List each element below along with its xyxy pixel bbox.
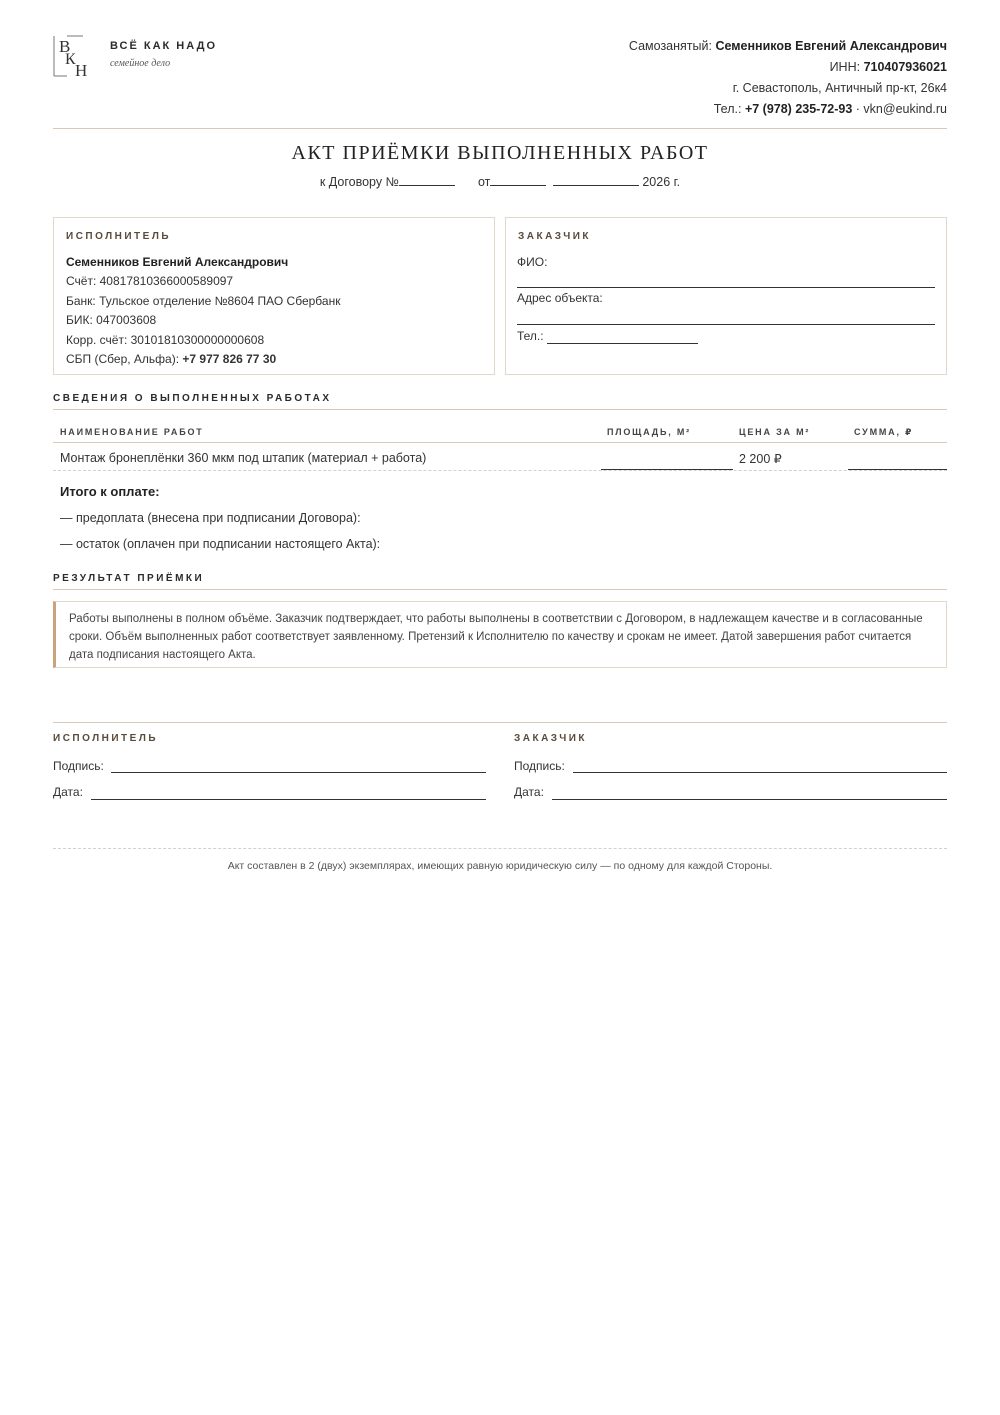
address-line: г. Севастополь, Античный пр-кт, 26к4 [732,81,947,95]
sign-executor-label: ИСПОЛНИТЕЛЬ [53,733,159,744]
date-prefix: от [477,175,491,189]
executor-sign-label: Подпись: [53,759,104,773]
total-remainder: — остаток (оплачен при подписании настоящего Акта): [60,537,381,551]
executor-signature-field[interactable] [111,772,486,773]
tel-label: Тел.: [713,102,742,116]
sbp-value: +7 977 826 77 30 [182,352,277,367]
executor-bank: Банк: Тульское отделение №8604 ПАО Сбербанк [66,293,341,308]
result-text: Работы выполнены в полном объёме. Заказчик подтверждает, что работы выполнены в соответствии с Договором, в надлежащем качестве и в согласованные сроки. Объём выполненных работ соответствует заявленному. Претензий к Исполнителю по качеству и срокам не имеет. Датой завершения работ считается дата подписания настоящего Акта. [53,601,947,668]
footer-note: Акт составлен в 2 (двух) экземплярах, имеющих равную юридическую силу — по одному для каждой Стороны. [227,860,773,872]
date-month-blank[interactable] [553,174,639,186]
inn-label: ИНН: [829,60,861,74]
svg-text:В: В [59,37,71,56]
brand-subtitle: семейное дело [110,58,171,69]
year-suffix: 2026 г. [642,175,681,189]
work-row-price: 2 200 ₽ [739,452,782,466]
monogram-logo-icon [53,32,93,78]
works-section-title: СВЕДЕНИЯ О ВЫПОЛНЕННЫХ РАБОТАХ [53,393,332,404]
customer-box [505,217,947,375]
contract-number-blank[interactable] [399,174,455,186]
inn-value: 710407936021 [863,60,947,74]
header-divider [53,128,947,129]
contract-reference [53,174,947,189]
self-employed-name: Семенников Евгений Александрович [715,39,947,53]
result-section-title: РЕЗУЛЬТАТ ПРИЁМКИ [53,573,205,584]
inn-line [629,57,947,78]
result-section-rule [53,589,947,590]
col-header-area: ПЛОЩАДЬ, М² [607,427,691,437]
work-row-name: Монтаж бронеплёнки 360 мкм под штапик (материал + работа) [60,451,427,465]
customer-tel-label: Тел.: [517,329,544,343]
table-row-rule [53,470,947,471]
executor-account: Счёт: 40817810366000589097 [66,274,234,289]
col-header-price: ЦЕНА ЗА М² [739,427,811,437]
total-prepayment: — предоплата (внесена при подписании Договора): [60,511,361,525]
contract-prefix: к Договору № [319,175,399,189]
works-section-rule [53,409,947,410]
email-link[interactable]: · vkn@eukind.ru [855,102,947,116]
svg-text:К: К [65,51,76,68]
customer-tel-field[interactable] [547,343,698,344]
customer-address-label: Адрес объекта: [517,291,603,305]
executor-contacts [629,36,947,120]
customer-address-field[interactable] [517,324,935,325]
executor-corr-account: Корр. счёт: 30101810300000000608 [66,332,265,347]
document-title: АКТ ПРИЁМКИ ВЫПОЛНЕННЫХ РАБОТ [291,142,709,164]
col-header-name: НАИМЕНОВАНИЕ РАБОТ [60,427,204,437]
executor-box [53,217,495,375]
sign-customer-label: ЗАКАЗЧИК [514,733,588,744]
executor-name: Семенников Евгений Александрович [66,255,289,269]
customer-fio-field[interactable] [517,287,935,288]
brand-logo [53,30,253,80]
customer-date-field[interactable] [552,799,947,800]
sbp-label: СБП (Сбер, Альфа): [66,352,180,367]
svg-text:Н: Н [75,61,88,78]
date-day-blank[interactable] [490,174,546,186]
customer-date-label: Дата: [514,785,544,799]
executor-label: ИСПОЛНИТЕЛЬ [66,231,172,242]
phone-email-line [629,99,947,120]
signatures-rule [53,722,947,723]
self-employed-line [629,36,947,57]
customer-signature-field[interactable] [573,772,947,773]
executor-details [66,253,340,369]
table-header-rule [53,442,947,443]
col-header-sum: СУММА, ₽ [854,427,914,437]
executor-date-label: Дата: [53,785,83,799]
customer-label: ЗАКАЗЧИК [518,231,592,242]
executor-bik: БИК: 047003608 [66,313,157,328]
brand-title: ВСЁ КАК НАДО [110,40,217,52]
tel-value: +7 (978) 235-72-93 [744,102,853,116]
footer-rule [53,848,947,849]
total-title: Итого к оплате: [60,484,160,499]
executor-date-field[interactable] [91,799,486,800]
self-employed-label: Самозанятый: [628,39,712,53]
executor-sbp [66,350,340,369]
customer-fio-label: ФИО: [517,255,548,269]
customer-sign-label: Подпись: [514,759,565,773]
